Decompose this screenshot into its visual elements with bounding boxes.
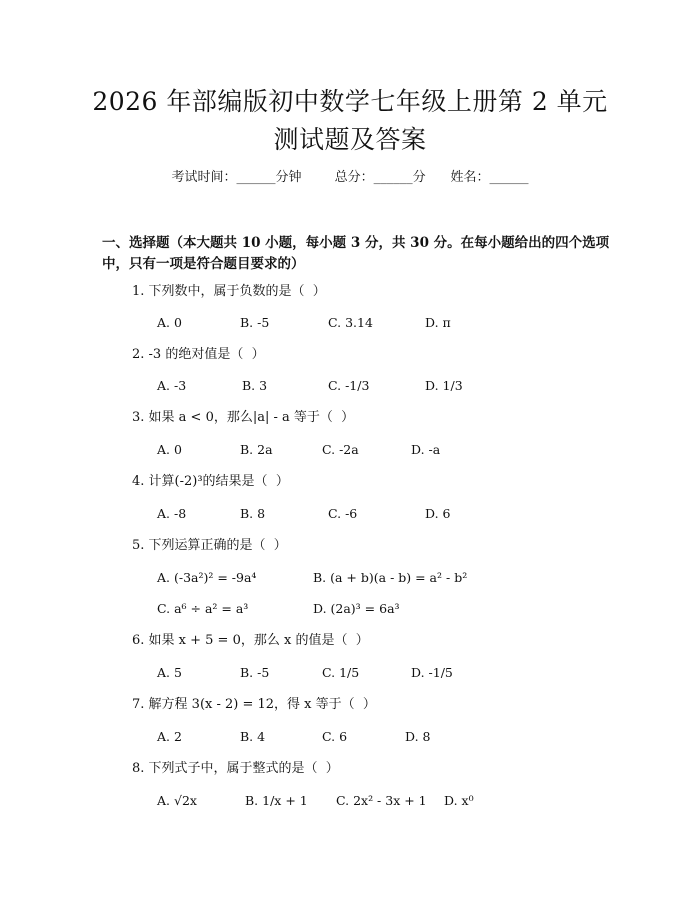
q5-option-d: D. (2a)³ = 6a³: [313, 601, 400, 616]
q8-option-c: C. 2x² - 3x + 1: [336, 793, 427, 808]
document-title: [0, 83, 700, 159]
q1-option-b: B. -5: [240, 315, 270, 330]
question-5: 5. 下列运算正确的是（ ）: [132, 538, 287, 553]
student-name: 姓名：______: [450, 170, 529, 185]
q1-option-a: A. 0: [157, 315, 182, 330]
section-heading: 一、选择题（本大题共 10 小题，每小题 3 分，共 30 分。在每小题给出的四个选项中，只有一项是符合题目要求的）: [102, 235, 610, 272]
q7-option-a: A. 2: [157, 729, 182, 744]
q4-option-a: A. -8: [157, 506, 187, 521]
q1-option-c: C. 3.14: [328, 315, 373, 330]
q6-option-c: C. 1/5: [322, 665, 360, 680]
q2-option-c: C. -1/3: [328, 378, 370, 393]
q2-option-a: A. -3: [157, 378, 187, 393]
q3-option-c: C. -2a: [322, 442, 359, 457]
q6-option-d: D. -1/5: [411, 665, 453, 680]
exam-time: 考试时间：______分钟: [171, 170, 302, 185]
q8-option-a: A. √2x: [157, 793, 197, 808]
question-7: 7. 解方程 3(x - 2) = 12，得 x 等于（ ）: [132, 697, 376, 712]
exam-info: [0, 170, 700, 186]
question-4: 4. 计算(-2)³的结果是（ ）: [132, 474, 289, 489]
q5-option-b: B. (a + b)(a - b) = a² - b²: [313, 570, 468, 585]
question-1: 1. 下列数中，属于负数的是（ ）: [132, 284, 326, 299]
q4-option-c: C. -6: [328, 506, 358, 521]
question-2: 2. -3 的绝对值是（ ）: [132, 347, 265, 362]
q6-option-a: A. 5: [157, 665, 182, 680]
q3-option-d: D. -a: [411, 442, 441, 457]
q8-option-b: B. 1/x + 1: [245, 793, 308, 808]
q4-option-b: B. 8: [240, 506, 266, 521]
title-line-2: 测试题及答案: [273, 125, 427, 154]
title-line-1: 2026 年部编版初中数学七年级上册第 2 单元: [92, 87, 608, 116]
question-3: 3. 如果 a < 0，那么|a| - a 等于（ ）: [132, 410, 355, 425]
q7-option-d: D. 8: [405, 729, 431, 744]
q6-option-b: B. -5: [240, 665, 270, 680]
q3-option-b: B. 2a: [240, 442, 273, 457]
exam-total-score: 总分：______分: [334, 170, 426, 185]
q2-option-d: D. 1/3: [425, 378, 463, 393]
q8-option-d: D. x⁰: [444, 793, 474, 808]
q2-option-b: B. 3: [242, 378, 268, 393]
q7-option-b: B. 4: [240, 729, 266, 744]
question-8: 8. 下列式子中，属于整式的是（ ）: [132, 761, 339, 776]
q1-option-d: D. π: [425, 315, 451, 330]
q7-option-c: C. 6: [322, 729, 348, 744]
q3-option-a: A. 0: [157, 442, 182, 457]
question-6: 6. 如果 x + 5 = 0，那么 x 的值是（ ）: [132, 633, 369, 648]
q5-option-a: A. (-3a²)² = -9a⁴: [157, 570, 257, 585]
q5-option-c: C. a⁶ ÷ a² = a³: [157, 601, 249, 616]
q4-option-d: D. 6: [425, 506, 451, 521]
